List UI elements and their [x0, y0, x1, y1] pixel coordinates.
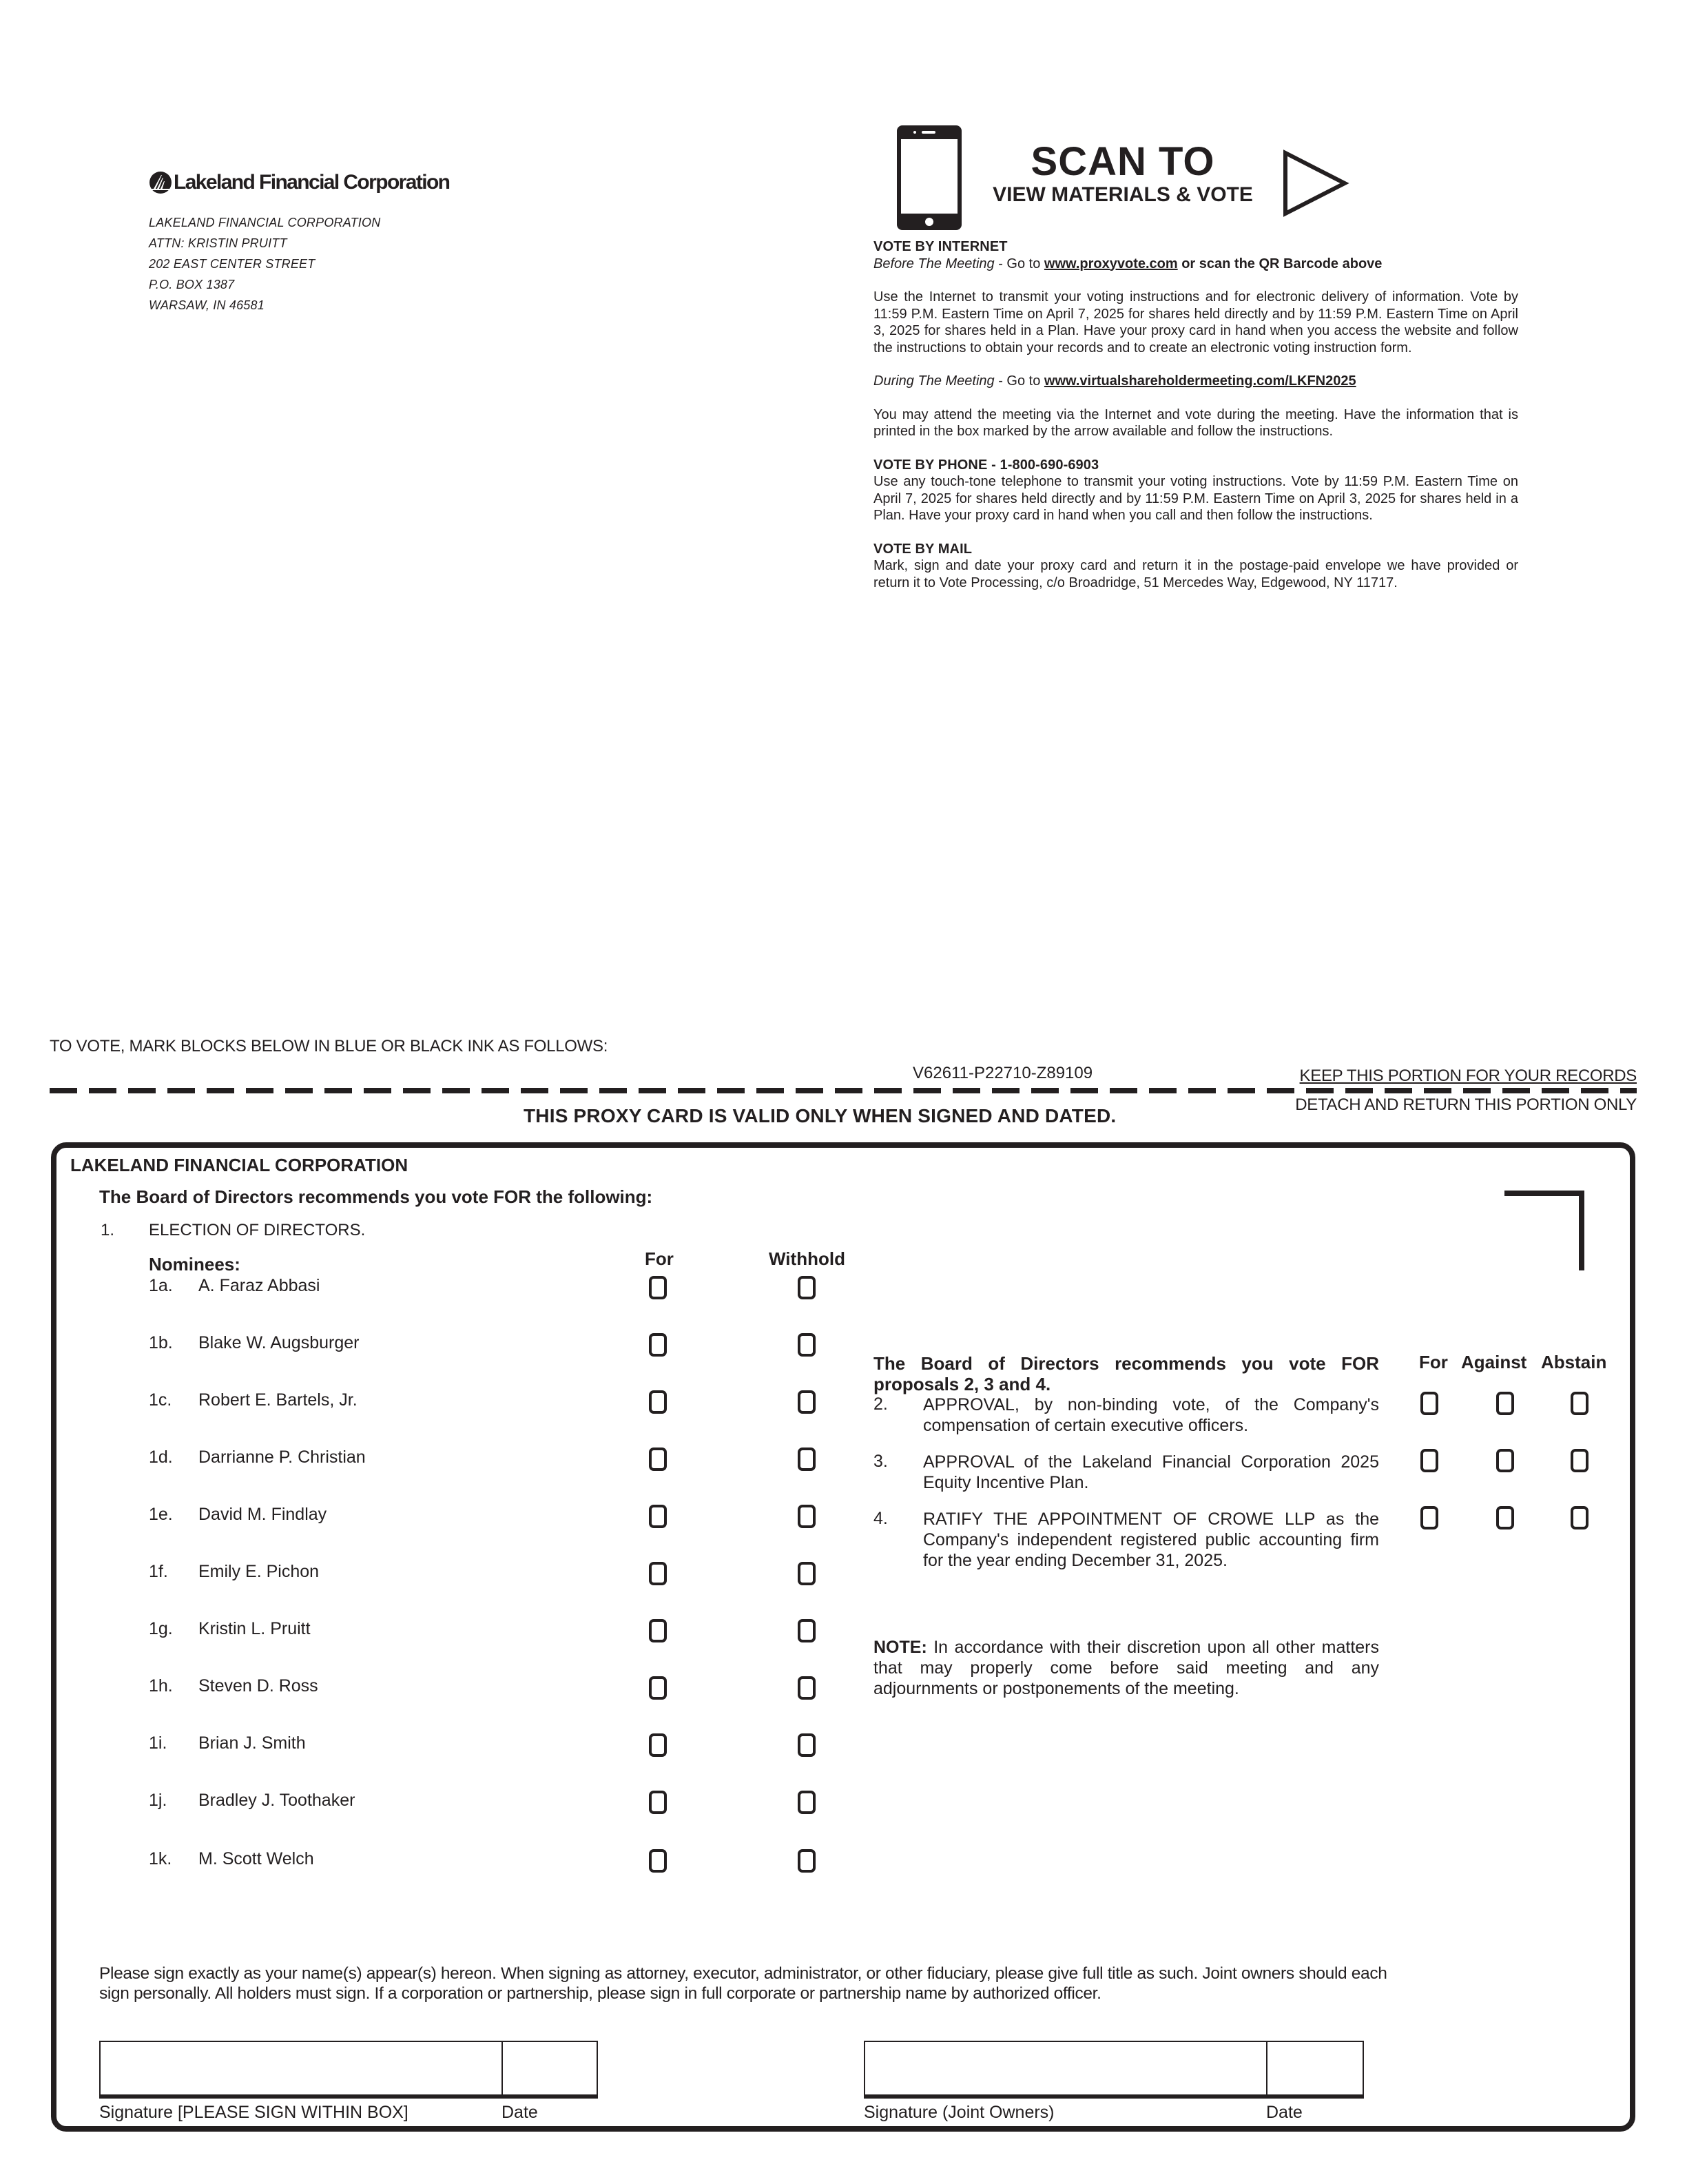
nominee-name: M. Scott Welch [198, 1849, 314, 1868]
detach-label: DETACH AND RETURN THIS PORTION ONLY [1295, 1095, 1637, 1114]
goto-text: - Go to [994, 256, 1044, 271]
valid-notice: THIS PROXY CARD IS VALID ONLY WHEN SIGNED AND DATED. [524, 1105, 1117, 1126]
goto-text: - Go to [994, 373, 1044, 389]
for-checkbox[interactable] [649, 1562, 667, 1585]
proposal-number: 2. [873, 1394, 888, 1414]
abstain-checkbox[interactable] [1571, 1506, 1588, 1529]
nominee-id: 1h. [149, 1676, 173, 1696]
withhold-checkbox[interactable] [798, 1562, 816, 1585]
nominee-row [149, 1676, 838, 1701]
smartphone-icon [897, 125, 962, 230]
column-for: For [645, 1248, 674, 1269]
nominee-name: Steven D. Ross [198, 1676, 318, 1696]
note-text [873, 1637, 1379, 1699]
proposal-number: 4. [873, 1509, 888, 1528]
column-abstain: Abstain [1541, 1352, 1607, 1372]
before-meeting-label: Before The Meeting [873, 256, 995, 271]
signature-box[interactable] [99, 2041, 503, 2099]
sign-instructions: Please sign exactly as your name(s) appear(s) hereon. When signing as attorney, executor, administrator, or other fiduciary, please give full title as such. Joint owners should each sign personally. All holders must sign. If a corporation or partnership, please sign in full corporate or partnership name by authorized officer. [99, 1964, 1387, 2003]
nominee-name: Robert E. Bartels, Jr. [198, 1390, 358, 1410]
withhold-checkbox[interactable] [798, 1733, 816, 1757]
withhold-checkbox[interactable] [798, 1333, 816, 1357]
nominee-row [149, 1390, 838, 1415]
withhold-checkbox[interactable] [798, 1505, 816, 1528]
qr-suffix: or scan the QR Barcode above [1177, 256, 1383, 271]
during-meeting-line [873, 373, 1518, 390]
mail-body: Mark, sign and date your proxy card and return it in the postage-paid envelope we have provided or return it to Vote Processing, c/o Broadridge, 51 Mercedes Way, Edgewood, NY 11717. [873, 558, 1518, 590]
abstain-checkbox[interactable] [1571, 1392, 1588, 1415]
for-checkbox[interactable] [649, 1333, 667, 1357]
scan-banner [971, 139, 1274, 207]
against-checkbox[interactable] [1496, 1449, 1514, 1472]
withhold-checkbox[interactable] [798, 1791, 816, 1814]
virtual-meeting-link[interactable]: www.virtualshareholdermeeting.com/LKFN2025 [1044, 373, 1356, 389]
note-label: NOTE: [873, 1638, 927, 1657]
withhold-checkbox[interactable] [798, 1390, 816, 1414]
nominee-row [149, 1333, 838, 1358]
board-recommendation-1: The Board of Directors recommends you vote FOR the following: [99, 1186, 653, 1207]
logo-text: Lakeland Financial Corporation [174, 171, 450, 194]
for-checkbox[interactable] [649, 1733, 667, 1757]
nominee-row [149, 1733, 838, 1758]
control-number: V62611-P22710-Z89109 [913, 1064, 1093, 1082]
for-checkbox[interactable] [649, 1676, 667, 1700]
signature-label: Signature [PLEASE SIGN WITHIN BOX] [99, 2103, 408, 2122]
proxyvote-link[interactable]: www.proxyvote.com [1044, 256, 1178, 271]
during-body: You may attend the meeting via the Internet and vote during the meeting. Have the information that is printed in the box marked by the arrow available and follow the instructions. [873, 406, 1518, 439]
nominee-name: Darrianne P. Christian [198, 1448, 366, 1467]
lakeland-logo-icon [149, 171, 172, 194]
nominee-row [149, 1505, 838, 1529]
joint-signature-box[interactable] [864, 2041, 1267, 2099]
board-recommendation-2-line1: The Board of Directors recommends you vote FOR [873, 1353, 1379, 1374]
vote-phone-heading: VOTE BY PHONE - 1-800-690-6903 [873, 457, 1099, 473]
before-meeting-line [873, 256, 1518, 273]
nominee-id: 1f. [149, 1562, 168, 1581]
keep-portion-label: KEEP THIS PORTION FOR YOUR RECORDS [1299, 1067, 1637, 1085]
nominee-name: Brian J. Smith [198, 1733, 306, 1753]
address-line: 202 EAST CENTER STREET [149, 257, 315, 271]
for-checkbox[interactable] [1420, 1449, 1438, 1472]
vote-mail-heading: VOTE BY MAIL [873, 541, 973, 557]
nominee-row [149, 1562, 838, 1587]
return-address [149, 212, 380, 316]
play-arrow-icon [1281, 149, 1350, 218]
address-line: WARSAW, IN 46581 [149, 298, 265, 312]
for-checkbox[interactable] [649, 1849, 667, 1873]
proposal-1-label: ELECTION OF DIRECTORS. [149, 1221, 366, 1239]
voting-instructions [873, 238, 1518, 591]
date-label: Date [501, 2103, 538, 2122]
against-checkbox[interactable] [1496, 1506, 1514, 1529]
address-line: LAKELAND FINANCIAL CORPORATION [149, 216, 381, 229]
joint-date-box[interactable] [1266, 2041, 1364, 2099]
withhold-checkbox[interactable] [798, 1676, 816, 1700]
withhold-checkbox[interactable] [798, 1619, 816, 1642]
against-checkbox[interactable] [1496, 1392, 1514, 1415]
nominee-id: 1e. [149, 1505, 173, 1524]
nominee-name: Bradley J. Toothaker [198, 1791, 355, 1810]
detach-perforation [50, 1088, 1637, 1093]
card-company-name: LAKELAND FINANCIAL CORPORATION [70, 1155, 408, 1175]
board-recommendation-2-line2: proposals 2, 3 and 4. [873, 1374, 1051, 1394]
corner-mark-icon [1504, 1191, 1584, 1270]
nominee-id: 1c. [149, 1390, 172, 1410]
scan-title: SCAN TO [1031, 139, 1215, 184]
vote-internet-heading: VOTE BY INTERNET [873, 239, 1008, 254]
address-line: P.O. BOX 1387 [149, 278, 235, 291]
for-checkbox[interactable] [1420, 1392, 1438, 1415]
column-against: Against [1461, 1352, 1527, 1372]
nominee-name: Emily E. Pichon [198, 1562, 320, 1581]
nominee-name: Kristin L. Pruitt [198, 1619, 311, 1638]
joint-signature-label: Signature (Joint Owners) [864, 2103, 1055, 2122]
withhold-checkbox[interactable] [798, 1448, 816, 1471]
nominee-id: 1a. [149, 1276, 173, 1295]
proposal-text: APPROVAL of the Lakeland Financial Corporation 2025 Equity Incentive Plan. [923, 1452, 1379, 1492]
during-meeting-label: During The Meeting [873, 373, 995, 389]
column-for: For [1419, 1352, 1448, 1372]
nominee-id: 1j. [149, 1791, 167, 1810]
board-recommendation-2 [873, 1353, 1379, 1394]
abstain-checkbox[interactable] [1571, 1449, 1588, 1472]
nominee-id: 1b. [149, 1333, 173, 1352]
nominees-label: Nominees: [149, 1254, 240, 1275]
for-checkbox[interactable] [649, 1505, 667, 1528]
proposal-1-number: 1. [101, 1221, 115, 1239]
date-box[interactable] [501, 2041, 598, 2099]
company-logo [149, 171, 449, 194]
proposal-text: APPROVAL, by non-binding vote, of the Company's compensation of certain executive officers. [923, 1395, 1379, 1435]
mark-instructions: TO VOTE, MARK BLOCKS BELOW IN BLUE OR BLACK INK AS FOLLOWS: [50, 1037, 608, 1055]
for-checkbox[interactable] [1420, 1506, 1438, 1529]
column-withhold: Withhold [769, 1248, 845, 1269]
for-checkbox[interactable] [649, 1276, 667, 1299]
scan-subtitle: VIEW MATERIALS & VOTE [993, 183, 1253, 206]
nominee-row [149, 1619, 838, 1644]
for-checkbox[interactable] [649, 1448, 667, 1471]
withhold-checkbox[interactable] [798, 1849, 816, 1873]
withhold-checkbox[interactable] [798, 1276, 816, 1299]
for-checkbox[interactable] [649, 1619, 667, 1642]
for-checkbox[interactable] [649, 1390, 667, 1414]
for-checkbox[interactable] [649, 1791, 667, 1814]
address-line: ATTN: KRISTIN PRUITT [149, 236, 287, 250]
nominee-row [149, 1276, 838, 1301]
nominee-id: 1i. [149, 1733, 167, 1753]
nominee-row [149, 1791, 838, 1815]
nominee-row [149, 1849, 838, 1874]
proposal-number: 3. [873, 1452, 888, 1471]
nominee-name: David M. Findlay [198, 1505, 327, 1524]
nominee-name: Blake W. Augsburger [198, 1333, 360, 1352]
nominee-id: 1k. [149, 1849, 172, 1868]
note-body: In accordance with their discretion upon all other matters that may properly come before said meeting and any adjournments or postponements of the meeting. [873, 1638, 1379, 1698]
joint-date-label: Date [1266, 2103, 1303, 2122]
proposal-text: RATIFY THE APPOINTMENT OF CROWE LLP as the Company's independent registered public accounting firm for the year ending December 31, 2025. [923, 1510, 1379, 1570]
phone-body: Use any touch-tone telephone to transmit your voting instructions. Vote by 11:59 P.M. Eastern Time on April 7, 2025 for shares held directly and by 11:59 P.M. Eastern Time on April 3, 2025 for shares held in a Plan. Have your proxy card in hand when you call and then follow the instructions. [873, 474, 1518, 523]
nominee-name: A. Faraz Abbasi [198, 1276, 320, 1295]
nominee-id: 1d. [149, 1448, 173, 1467]
nominee-id: 1g. [149, 1619, 173, 1638]
nominee-row [149, 1448, 838, 1472]
internet-body: Use the Internet to transmit your voting instructions and for electronic delivery of information. Vote by 11:59 P.M. Eastern Time on April 7, 2025 for shares held directly and by 11:59 P.M. Eastern Time on April 3, 2025 for shares held in a Plan. Have your proxy card in hand when you access the website and follow the instructions to obtain your records and to create an electronic voting instruction form. [873, 289, 1518, 356]
